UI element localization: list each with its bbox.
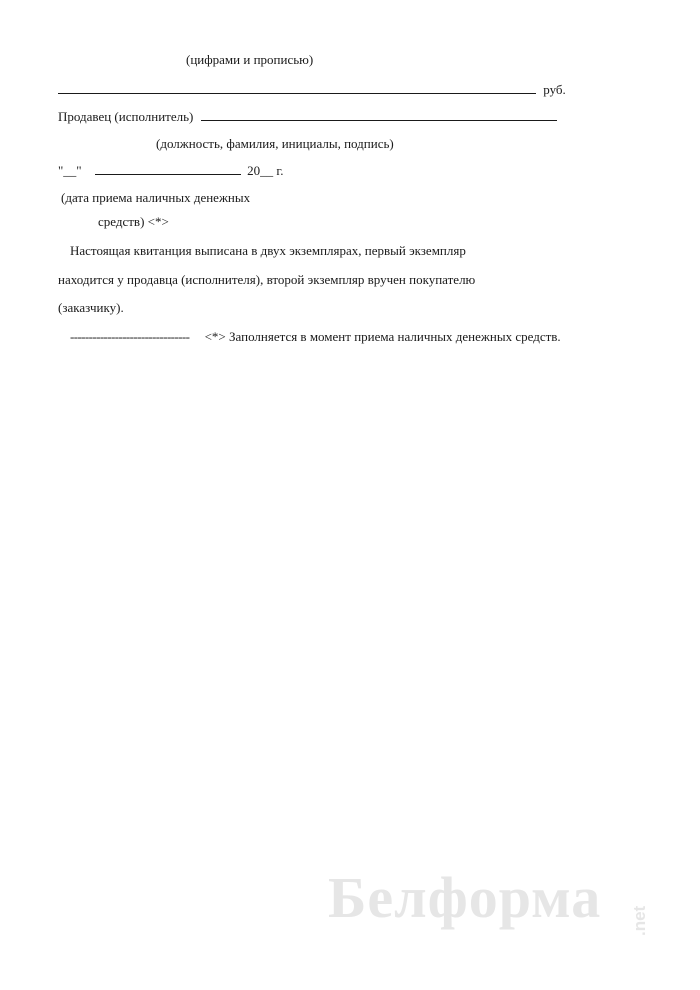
note-line1: Настоящая квитанция выписана в двух экземплярах, первый экземпляр — [70, 243, 466, 258]
date-underline — [95, 162, 241, 175]
amount-row — [58, 81, 566, 98]
seller-row — [58, 108, 557, 125]
amount-hint: (цифрами и прописью) — [186, 52, 314, 67]
date-year-label: 20__ г. — [247, 163, 284, 178]
date-hint-line1: (дата приема наличных денежных — [61, 190, 251, 205]
date-quote: "__" — [58, 163, 82, 178]
seller-underline — [201, 108, 557, 121]
note-line2: находится у продавца (исполнителя), второй экземпляр вручен покупателю — [58, 272, 476, 287]
note-line3: (заказчику). — [58, 300, 124, 315]
watermark-logo: Белформа — [328, 865, 602, 930]
seller-label: Продавец (исполнитель) — [58, 109, 194, 124]
footnote — [70, 329, 561, 345]
footnote-separator: -------------------------------- — [70, 329, 190, 344]
date-hint-line2: средств) <*> — [98, 214, 169, 229]
watermark-suffix: .net — [630, 905, 649, 936]
amount-underline — [58, 81, 536, 94]
date-row — [58, 162, 284, 179]
rub-label: руб. — [543, 82, 566, 97]
seller-hint: (должность, фамилия, инициалы, подпись) — [156, 136, 394, 151]
footnote-text: <*> Заполняется в момент приема наличных денежных средств. — [204, 329, 561, 344]
